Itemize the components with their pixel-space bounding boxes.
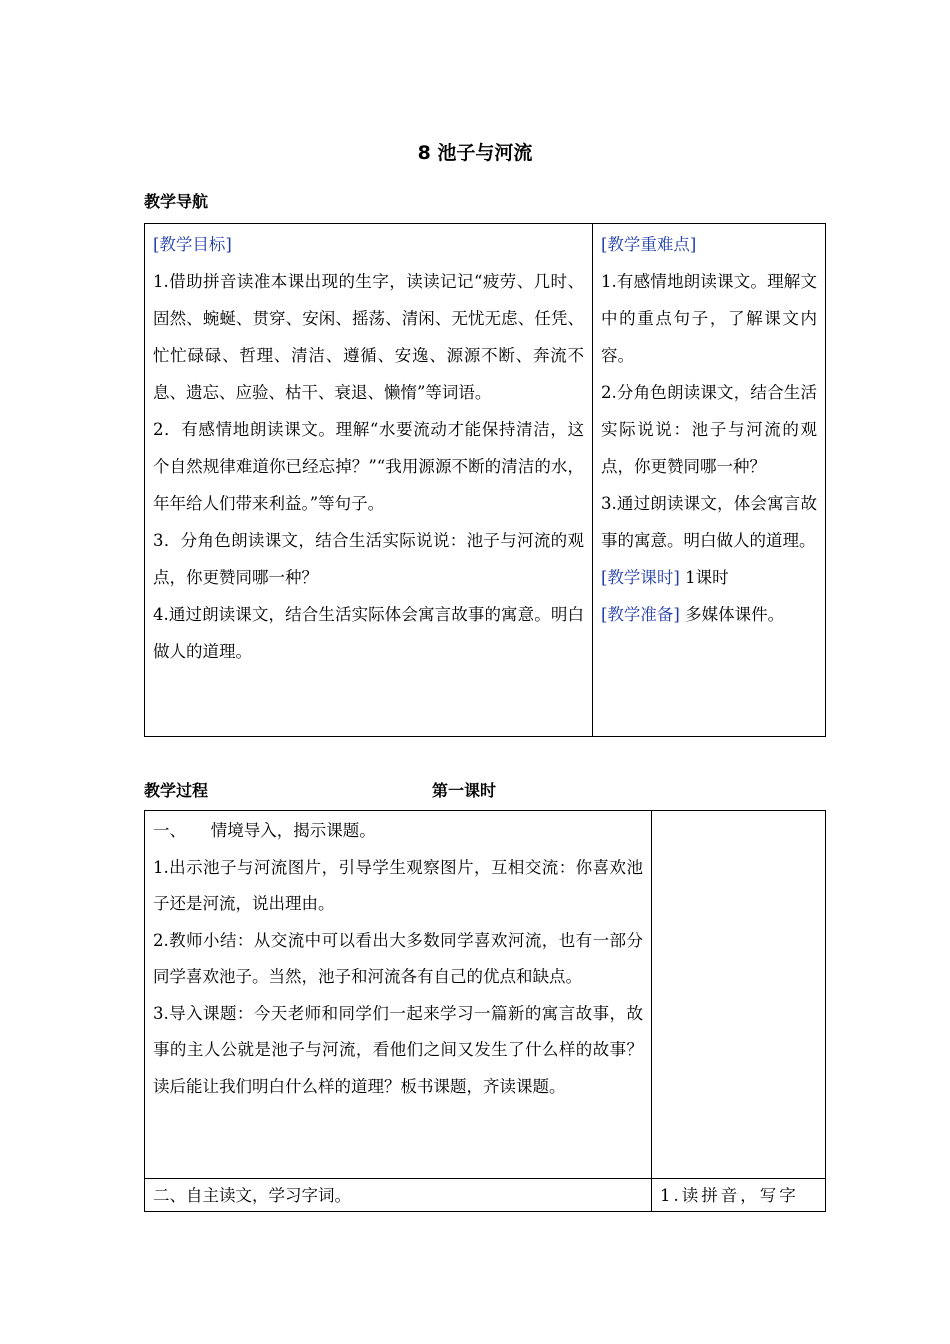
- step1-item: 1.出示池子与河流图片，引导学生观察图片，互相交流：你喜欢池子还是河流，说出理由。: [153, 857, 643, 913]
- process-table: [144, 810, 826, 1212]
- keypoint-item: 2.分角色朗读课文，结合生活实际说说：池子与河流的观点，你更赞同哪一种？: [601, 383, 817, 476]
- objectives-cell: [145, 224, 593, 737]
- nav-table: [144, 223, 826, 737]
- objective-item: 4.通过朗读课文，结合生活实际体会寓言故事的寓意。明白做人的道理。: [153, 605, 584, 661]
- nav-heading: 教学导航: [144, 192, 209, 211]
- step1-item: 3.导入课题：今天老师和同学们一起来学习一篇新的寓言故事，故事的主人公就是池子与河流，看他们之间又发生了什么样的故事？读后能让我们明白什么样的道理？板书课题，齐读课题。: [153, 1003, 643, 1096]
- page-title: 8 池子与河流: [417, 142, 533, 164]
- keypoints-cell: [593, 224, 826, 737]
- session-heading: 第一课时: [432, 781, 497, 800]
- step1-cell: [145, 811, 652, 1179]
- objective-item: 3．分角色朗读课文，结合生活实际说说：池子与河流的观点，你更赞同哪一种？: [153, 531, 584, 587]
- objectives-label: [教学目标]: [153, 235, 232, 254]
- step1-notes-cell: [652, 811, 826, 1179]
- step2-cell: [145, 1179, 652, 1212]
- step1-item: 2.教师小结：从交流中可以看出大多数同学喜欢河流，也有一部分同学喜欢池子。当然，池子和河流各有自己的优点和缺点。: [153, 930, 643, 986]
- step2-note: 1.读拼音，写字: [660, 1186, 799, 1205]
- prep-label: [教学准备]: [601, 605, 680, 624]
- process-heading: 教学过程: [144, 781, 209, 800]
- hours-label: [教学课时]: [601, 568, 680, 587]
- step2-title: 二、自主读文，学习字词。: [153, 1186, 351, 1205]
- step1-title: 一、 情境导入，揭示课题。: [153, 821, 376, 840]
- keypoint-item: 3.通过朗读课文，体会寓言故事的寓意。明白做人的道理。: [601, 494, 817, 550]
- keypoint-item: 1.有感情地朗读课文。理解文中的重点句子，了解课文内容。: [601, 272, 817, 365]
- prep-value: 多媒体课件。: [679, 605, 785, 624]
- objective-item: 1.借助拼音读准本课出现的生字，读读记记“疲劳、几时、固然、蜿蜒、贯穿、安闲、摇荡、清闲、无忧无虑、任凭、忙忙碌碌、哲理、清洁、遵循、安逸、源源不断、奔流不息、遗忘、应验、枯干、衰退、懒惰”等词语。: [153, 272, 584, 402]
- objective-item: 2．有感情地朗读课文。理解“水要流动才能保持清洁，这个自然规律难道你已经忘掉？”“我用源源不断的清洁的水，年年给人们带来利益。”等句子。: [153, 420, 584, 513]
- keypoints-label: [教学重难点]: [601, 235, 697, 254]
- step2-notes-cell: [652, 1179, 826, 1212]
- hours-value: 1课时: [679, 568, 729, 587]
- prep-line: [601, 596, 817, 633]
- hours-line: [601, 559, 817, 596]
